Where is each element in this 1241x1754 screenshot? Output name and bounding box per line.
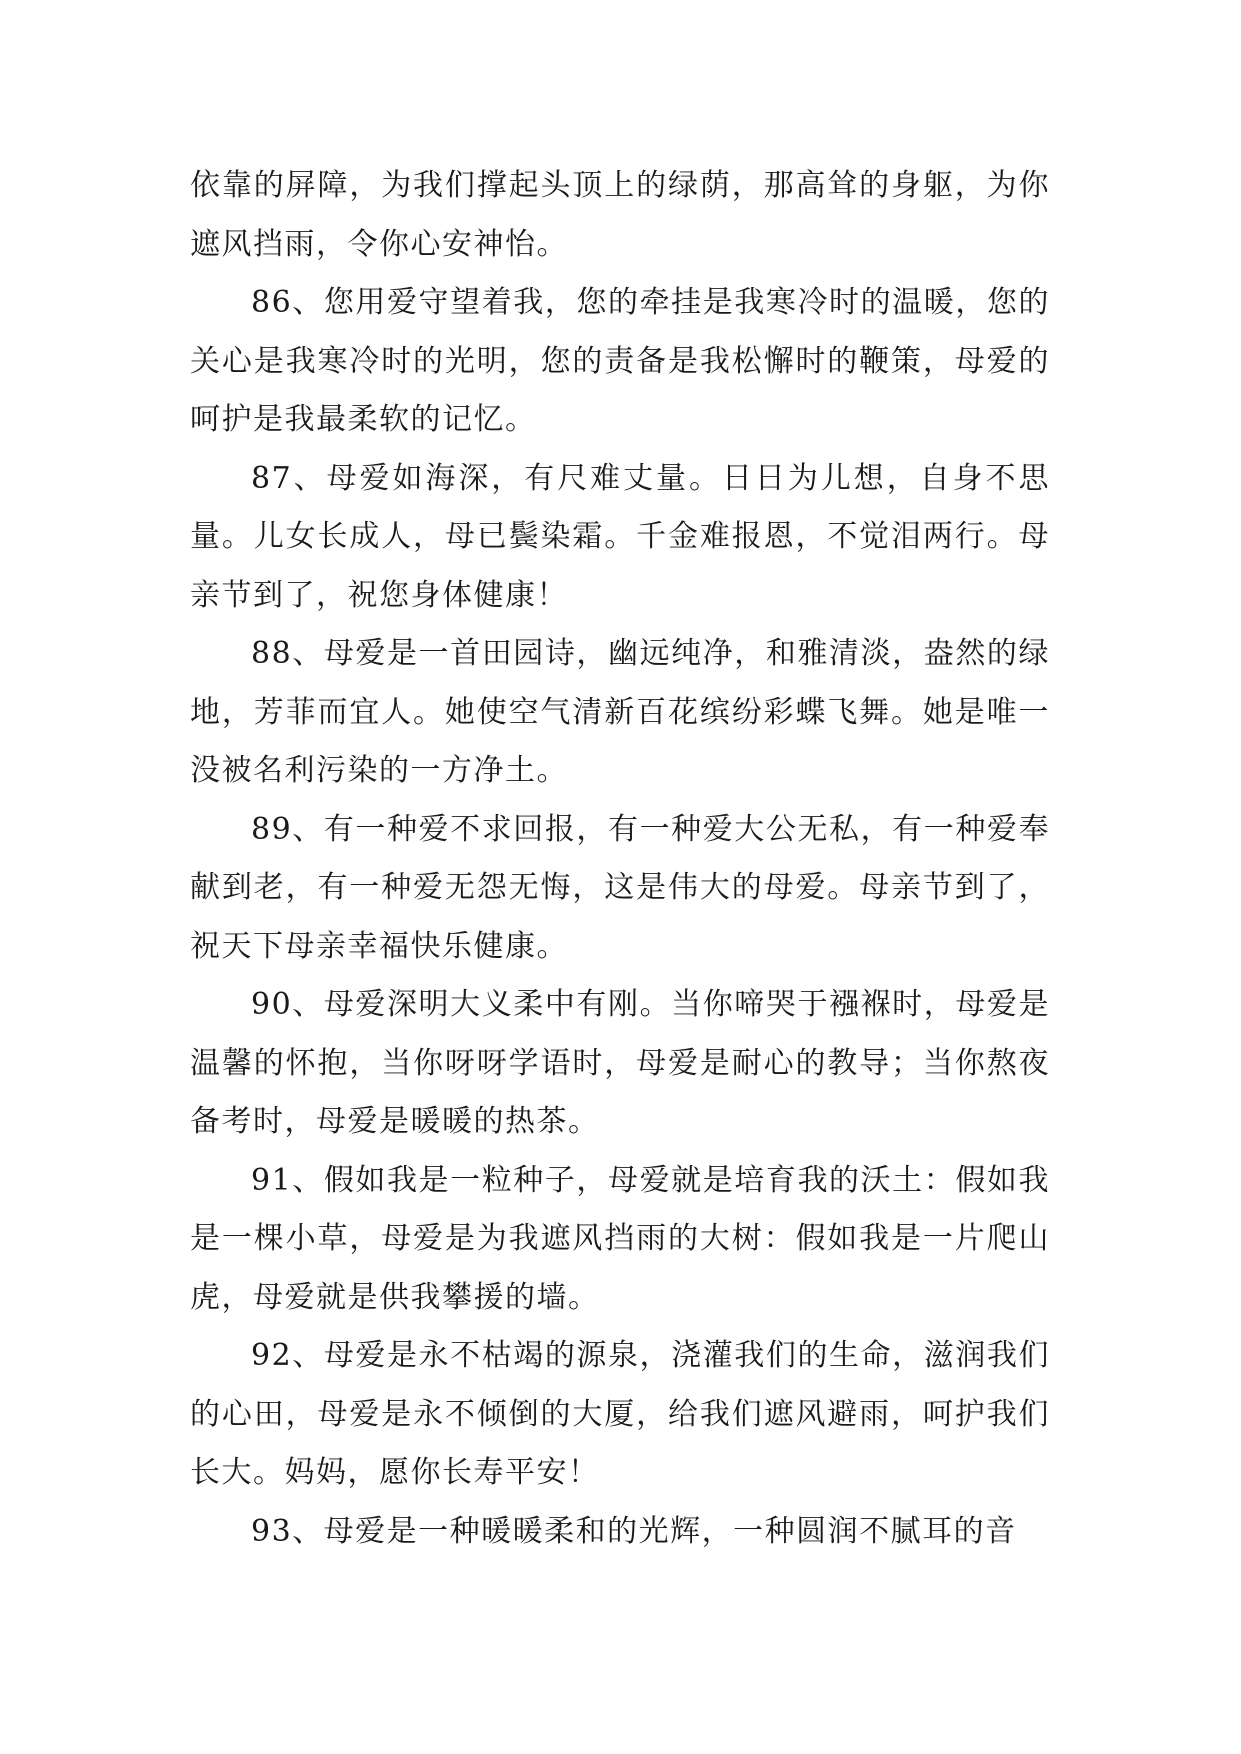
- paragraph-88: 88、母爱是一首田园诗，幽远纯净，和雅清淡，盎然的绿地，芳菲而宜人。她使空气清新百花缤纷彩蝶飞舞。她是唯一没被名利污染的一方净土。: [190, 636, 1050, 788]
- paragraph-90: 90、母爱深明大义柔中有刚。当你啼哭于襁褓时，母爱是温馨的怀抱，当你呀呀学语时，母爱是耐心的教导；当你熬夜备考时，母爱是暖暖的热茶。: [190, 987, 1050, 1139]
- paragraph: 依靠的屏障，为我们撑起头顶上的绿荫，那高耸的身躯，为你遮风挡雨，令你心安神怡。: [190, 168, 1050, 262]
- body-text: [190, 157, 1050, 1561]
- paragraph-92: 92、母爱是永不枯竭的源泉，浇灌我们的生命，滋润我们的心田，母爱是永不倾倒的大厦，给我们遮风避雨，呵护我们长大。妈妈，愿你长寿平安！: [190, 1338, 1050, 1490]
- paragraph-91: 91、假如我是一粒种子，母爱就是培育我的沃土：假如我是一棵小草，母爱是为我遮风挡雨的大树：假如我是一片爬山虎，母爱就是供我攀援的墙。: [190, 1162, 1050, 1315]
- paragraph-87: 87、母爱如海深，有尺难丈量。日日为儿想，自身不思量。儿女长成人，母已鬓染霜。千金难报恩，不觉泪两行。母亲节到了，祝您身体健康！: [190, 460, 1050, 613]
- paragraph-93: 93、母爱是一种暖暖柔和的光辉，一种圆润不腻耳的音: [251, 1513, 1017, 1549]
- paragraph-89: 89、有一种爱不求回报，有一种爱大公无私，有一种爱奉献到老，有一种爱无怨无悔，这是伟大的母爱。母亲节到了，祝天下母亲幸福快乐健康。: [190, 811, 1050, 964]
- paragraph-86: 86、您用爱守望着我，您的牵挂是我寒冷时的温暖，您的关心是我寒冷时的光明，您的责备是我松懈时的鞭策，母爱的呵护是我最柔软的记忆。: [190, 285, 1050, 437]
